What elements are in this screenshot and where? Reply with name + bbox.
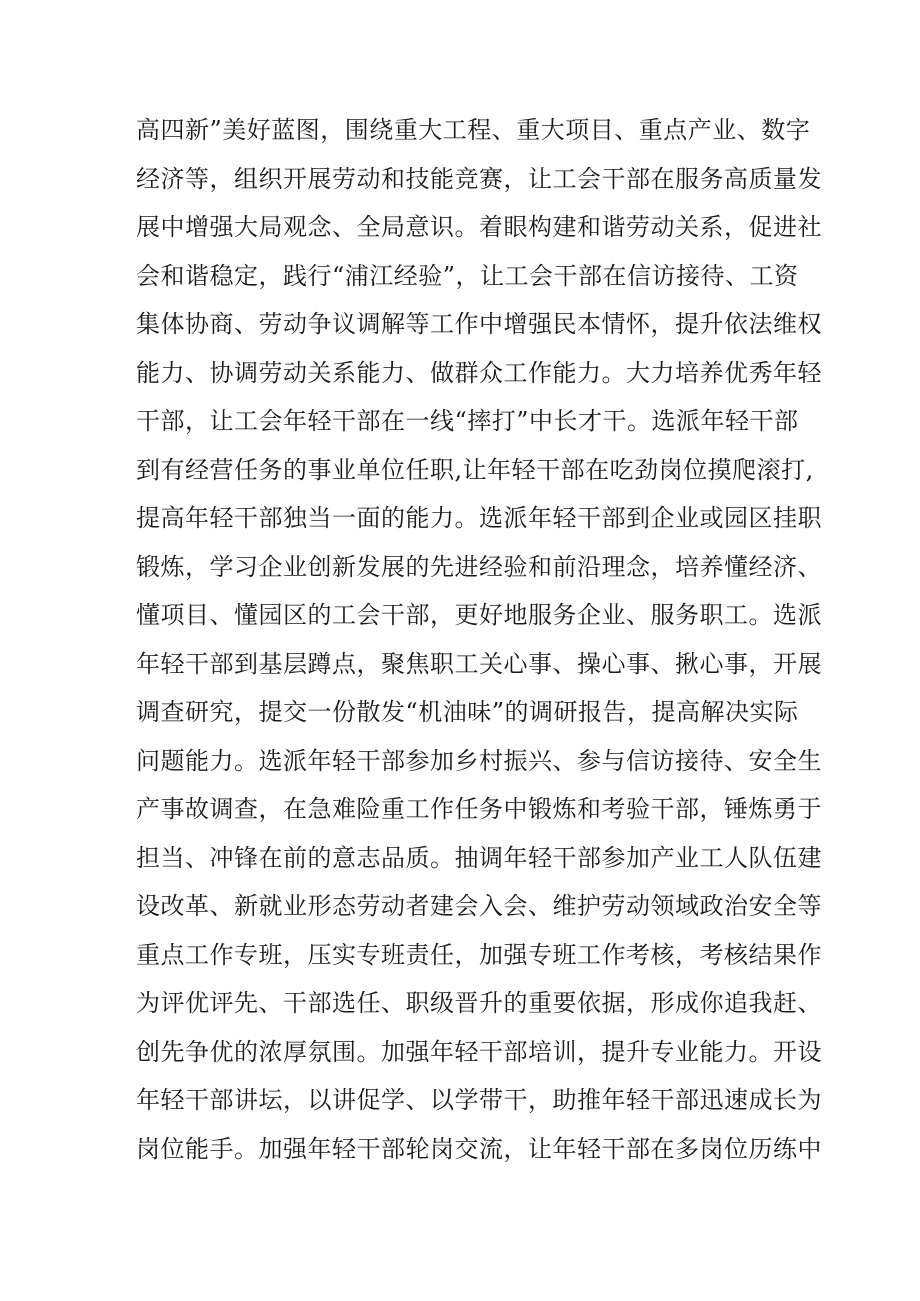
- text-line: 创先争优的浓厚氛围。加强年轻干部培训，提升专业能力。开设: [136, 1037, 822, 1066]
- text-line: 高四新”美好蓝图，围绕重大工程、重大项目、重点产业、数字: [136, 116, 811, 144]
- text-line: 经济等，组织开展劳动和技能竞赛，让工会干部在服务高质量发: [136, 164, 822, 193]
- text-line: 能力、协调劳动关系能力、做群众工作能力。大力培养优秀年轻: [136, 358, 822, 387]
- text-line: 到有经营任务的事业单位任职,让年轻干部在吃劲岗位摸爬滚打,: [136, 455, 814, 484]
- text-line: 懂项目、懂园区的工会干部，更好地服务企业、服务职工。选派: [136, 601, 822, 629]
- text-line: 干部，让工会年轻干部在一线“摔打”中长才干。选派年轻干部: [136, 407, 799, 435]
- text-line: 年轻干部到基层蹲点，聚焦职工关心事、操心事、揪心事，开展: [136, 649, 822, 678]
- text-line: 担当、冲锋在前的意志品质。抽调年轻干部参加产业工人队伍建: [136, 843, 822, 872]
- text-line: 锻炼，学习企业创新发展的先进经验和前沿理念，培养懂经济、: [136, 552, 822, 581]
- text-line: 重点工作专班，压实专班责任，加强专班工作考核，考核结果作: [136, 940, 822, 969]
- text-line: 会和谐稳定，践行“浦江经验”，让工会干部在信访接待、工资: [136, 261, 799, 290]
- text-line: 岗位能手。加强年轻干部轮岗交流，让年轻干部在多岗位历练中: [136, 1134, 822, 1163]
- text-line: 产事故调查，在急难险重工作任务中锻炼和考验干部，锤炼勇于: [136, 795, 822, 823]
- text-line: 设改革、新就业形态劳动者建会入会、维护劳动领域政治安全等: [136, 892, 822, 920]
- body-paragraph: [136, 106, 822, 1173]
- text-line: 集体协商、劳动争议调解等工作中增强民本情怀，提升依法维权: [136, 310, 822, 338]
- text-line: 提高年轻干部独当一面的能力。选派年轻干部到企业或园区挂职: [136, 504, 822, 532]
- text-line: 为评优评先、干部选任、职级晋升的重要依据，形成你追我赶、: [136, 989, 822, 1017]
- text-line: 展中增强大局观念、全局意识。着眼构建和谐劳动关系，促进社: [136, 213, 822, 241]
- text-line: 问题能力。选派年轻干部参加乡村振兴、参与信访接待、安全生: [136, 746, 822, 775]
- text-line: 年轻干部讲坛，以讲促学、以学带干，助推年轻干部迅速成长为: [136, 1086, 822, 1114]
- text-line: 调查研究，提交一份散发“机油味”的调研报告，提高解决实际: [136, 698, 799, 726]
